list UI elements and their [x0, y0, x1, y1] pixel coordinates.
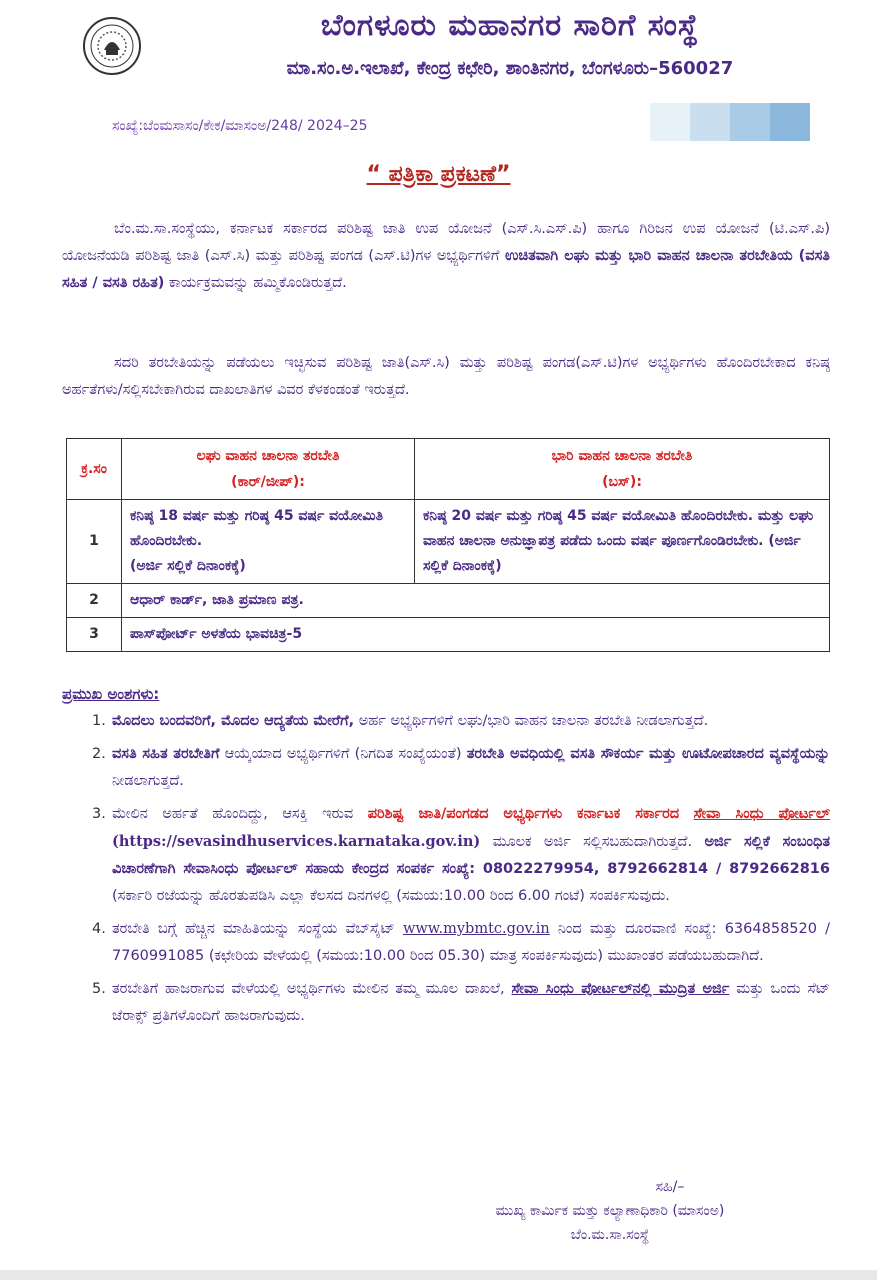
item-number: 3. [92, 806, 106, 822]
strip-swatch-2 [690, 103, 730, 141]
col-light-vehicle [122, 439, 415, 500]
point2-text: ನೀಡಲಾಗುತ್ತದೆ. [112, 773, 184, 789]
point2-bold: ವಸತಿ ಸಹಿತ ತರಬೇತಿಗೆ [112, 746, 220, 762]
signatory-org: ಬೆಂ.ಮ.ಸಾ.ಸಂಸ್ಥೆ [570, 1227, 650, 1243]
item-number: 4. [92, 921, 106, 937]
row-number: 2 [67, 584, 122, 618]
point5-bold: ಸೇವಾ ಸಿಂಧು ಪೋರ್ಟಲ್‌ನಲ್ಲಿ ಮುದ್ರಿತ ಅರ್ಜಿ [511, 981, 730, 997]
list-item [62, 741, 830, 795]
highlights-label: ಪ್ರಮುಖ ಅಂಶಗಳು: [62, 685, 160, 703]
list-item [62, 801, 830, 910]
highlights-list [62, 708, 830, 1036]
item-number: 5. [92, 981, 106, 997]
col-serial: ಕ್ರ.ಸಂ [67, 439, 122, 500]
point3-text-c: (ಸರ್ಕಾರಿ ರಜೆಯನ್ನು ಹೊರತುಪಡಿಸಿ ಎಲ್ಲಾ ಕೆಲಸದ ದಿನಗಳಲ್ಲಿ (ಸಮಯ:10.00 ರಿಂದ 6.00 ಗಂಟೆ) ಸಂಪರ್ಕಿಸುವುದು. [112, 888, 670, 904]
point3-red: ಪರಿಶಿಷ್ಟ ಜಾತಿ/ಪಂಗಡದ ಅಭ್ಯರ್ಥಿಗಳು ಕರ್ನಾಟಕ ಸರ್ಕಾರದ [367, 806, 680, 822]
row1-lmv-cell [122, 500, 415, 584]
table-row [67, 618, 830, 652]
point2-bold2: ತರಬೇತಿ ಅವಧಿಯಲ್ಲಿ ವಸತಿ ಸೌಕರ್ಯ ಮತ್ತು ಊಟೋಪಚಾರದ ವ್ಯವಸ್ಥೆಯನ್ನು [466, 746, 830, 762]
row1-hmv-cell [415, 500, 830, 584]
point4-text-a: ತರಬೇತಿ ಬಗ್ಗೆ ಹೆಚ್ಚಿನ ಮಾಹಿತಿಯನ್ನು ಸಂಸ್ಥೆಯ ವೆಬ್‌ಸೈಟ್ [112, 921, 403, 937]
sevasindhu-portal-link[interactable]: ಸೇವಾ ಸಿಂಧು ಪೋರ್ಟಲ್ [693, 806, 831, 822]
col-heavy-vehicle [415, 439, 830, 500]
reference-number: ಸಂಖ್ಯೆ:ಬೆಂಮಸಾಸಂ/ಕೇಕ/ಮಾಸಂಅ/248/ 2024–25 [112, 118, 368, 134]
col-hmv-sub: (ಬಸ್): [602, 474, 642, 490]
intro-paragraph-1 [62, 216, 830, 297]
signature-mark: ಸಹಿ/– [655, 1179, 685, 1195]
org-title: ಬೆಂಗಳೂರು ಮಹಾನಗರ ಸಾರಿಗೆ ಸಂಸ್ಥೆ [320, 8, 700, 43]
intro-p1-end: ಕಾರ್ಯಕ್ರಮವನ್ನು ಹಮ್ಮಿಕೊಂಡಿರುತ್ತದೆ. [164, 275, 347, 291]
press-heading [0, 162, 877, 187]
color-strip [650, 103, 810, 141]
strip-swatch-1 [650, 103, 690, 141]
point3-bold: ಅರ್ಜಿ ಸಲ್ಲಿಕೆ ಸಂಬಂಧಿತ ವಿಚಾರಣೆಗಾಗಿ ಸೇವಾಸಿಂಧು ಪೋರ್ಟಲ್ ಸಹಾಯ ಕೇಂದ್ರದ ಸಂಪರ್ಕ ಸಂಖ್ಯೆ: 08022279954, 8792662814 / 8792662816 [112, 834, 830, 877]
col-lmv-title: ಲಘು ವಾಹನ ಚಾಲನಾ ತರಬೇತಿ [196, 448, 340, 464]
sevasindhu-url-link[interactable]: (https://sevasindhuservices.karnataka.gov.in) [112, 833, 481, 850]
row1-hmv-text: ಕನಿಷ್ಠ 20 ವರ್ಷ ಮತ್ತು ಗರಿಷ್ಠ 45 ವರ್ಷ ವಯೋಮಿತಿ ಹೊಂದಿರಬೇಕು. ಮತ್ತು ಲಘು ವಾಹನ ಚಾಲನಾ ಅನುಜ್ಞಾಪತ್ರ ಪಡೆದು ಒಂದು ವರ್ಷ ಪೂರ್ಣಗೊಂಡಿರಬೇಕು. [423, 508, 814, 549]
point1-bold: ಮೊದಲು ಬಂದವರಿಗೆ, ಮೊದಲ ಆದ್ಯತೆಯ ಮೇರೆಗೆ, [112, 713, 355, 729]
list-item [62, 976, 830, 1030]
list-item [62, 916, 830, 970]
point2-mid: ಆಯ್ಕೆಯಾದ ಅಭ್ಯರ್ಥಿಗಳಿಗೆ (ನಿಗದಿತ ಸಂಖ್ಯೆಯಂತೆ) [219, 746, 467, 762]
row1-hmv-note: (ಅರ್ಜಿ ಸಲ್ಲಿಕೆ ದಿನಾಂಕಕ್ಕೆ) [423, 533, 801, 574]
row2-text: ಆಧಾರ್ ಕಾರ್ಡ್, ಜಾತಿ ಪ್ರಮಾಣ ಪತ್ರ. [122, 584, 830, 618]
item-number: 1. [92, 713, 106, 729]
signatory-title: ಮುಖ್ಯ ಕಾರ್ಮಿಕ ಮತ್ತು ಕಲ್ಯಾಣಾಧಿಕಾರಿ (ಮಾಸಂಅ) [495, 1203, 725, 1219]
mybmtc-website-link[interactable]: www.mybmtc.gov.in [402, 921, 550, 937]
row3-text: ಪಾಸ್‌ಪೋರ್ಟ್ ಅಳತೆಯ ಭಾವಚಿತ್ರ-5 [122, 618, 830, 652]
bmtc-emblem-icon [82, 16, 142, 76]
point5-text-b: ಮತ್ತು ಒಂದು ಸೆಟ್ ಜೆರಾಕ್ಸ್ ಪ್ರತಿಗಳೊಂದಿಗೆ ಹಾಜರಾಗುವುದು. [112, 981, 831, 1024]
col-hmv-title: ಭಾರಿ ವಾಹನ ಚಾಲನಾ ತರಬೇತಿ [551, 448, 693, 464]
intro-p2-text: ಸದರಿ ತರಬೇತಿಯನ್ನು ಪಡೆಯಲು ಇಚ್ಛಿಸುವ ಪರಿಶಿಷ್ಟ ಜಾತಿ(ಎಸ್.ಸಿ) ಮತ್ತು ಪರಿಶಿಷ್ಟ ಪಂಗಡ(ಎಸ್.ಟಿ)ಗಳ ಅಭ್ಯರ್ಥಿಗಳು ಹೊಂದಿರಬೇಕಾದ ಕನಿಷ್ಠ ಅರ್ಹತೆಗಳು/ಸಲ್ಲಿಸಬೇಕಾಗಿರುವ ದಾಖಲಾತಿಗಳ ವಿವರ ಕೆಳಕಂಡಂತೆ ಇರುತ್ತದೆ. [62, 355, 830, 398]
table-row [67, 584, 830, 618]
page-bottom-edge [0, 1270, 877, 1280]
intro-p1-text: ಬೆಂ.ಮ.ಸಾ.ಸಂಸ್ಥೆಯು, ಕರ್ನಾಟಕ ಸರ್ಕಾರದ ಪರಿಶಿಷ್ಟ ಜಾತಿ ಉಪ ಯೋಜನೆ (ಎಸ್.ಸಿ.ಎಸ್.ಪಿ) ಹಾಗೂ ಗಿರಿಜನ ಉಪ ಯೋಜನೆ (ಟಿ.ಎಸ್.ಪಿ) ಯೋಜನೆಯಡಿ ಪರಿಶಿಷ್ಟ ಜಾತಿ (ಎಸ್.ಸಿ) ಮತ್ತು ಪರಿಶಿಷ್ಟ ಪಂಗಡ (ಎಸ್.ಟಿ)ಗಳ ಅಭ್ಯರ್ಥಿಗಳಿಗೆ [62, 221, 830, 264]
point3-text-a: ಮೇಲಿನ ಅರ್ಹತೆ ಹೊಂದಿದ್ದು, ಆಸಕ್ತಿ ಇರುವ [112, 806, 368, 822]
strip-swatch-4 [770, 103, 810, 141]
point3-text-b: ಮೂಲಕ ಅರ್ಜಿ ಸಲ್ಲಿಸಬಹುದಾಗಿರುತ್ತದೆ. [480, 834, 705, 850]
row-number: 1 [67, 500, 122, 584]
org-address: ಮಾ.ಸಂ.ಅ.ಇಲಾಖೆ, ಕೇಂದ್ರ ಕಛೇರಿ, ಶಾಂತಿನಗರ, ಬೆಂಗಳೂರು–560027 [286, 58, 734, 79]
row1-lmv-note: (ಅರ್ಜಿ ಸಲ್ಲಿಕೆ ದಿನಾಂಕಕ್ಕೆ) [130, 558, 246, 574]
table-header-row [67, 439, 830, 500]
point5-text-a: ತರಬೇತಿಗೆ ಹಾಜರಾಗುವ ವೇಳೆಯಲ್ಲಿ ಅಭ್ಯರ್ಥಿಗಳು ಮೇಲಿನ ತಮ್ಮ ಮೂಲ ದಾಖಲೆ, [112, 981, 512, 997]
row-number: 3 [67, 618, 122, 652]
row1-lmv-text: ಕನಿಷ್ಠ 18 ವರ್ಷ ಮತ್ತು ಗರಿಷ್ಠ 45 ವರ್ಷ ವಯೋಮಿತಿ ಹೊಂದಿರಬೇಕು. [130, 508, 384, 549]
point1-text: ಅರ್ಹ ಅಭ್ಯರ್ಥಿಗಳಿಗೆ ಲಘು/ಭಾರಿ ವಾಹನ ಚಾಲನಾ ತರಬೇತಿ ನೀಡಲಾಗುತ್ತದೆ. [354, 713, 709, 729]
eligibility-table [66, 438, 830, 652]
press-heading-text: “ ಪತ್ರಿಕಾ ಪ್ರಕಟಣೆ” [366, 162, 511, 187]
col-lmv-sub: (ಕಾರ್/ಜೀಪ್): [231, 474, 305, 490]
point4-text-b: ನಿಂದ ಮತ್ತು ದೂರವಾಣಿ ಸಂಖ್ಯೆ: 6364858520 / 7760991085 (ಕಛೇರಿಯ ವೇಳೆಯಲ್ಲಿ (ಸಮಯ:10.00 ರಿಂದ 05.30) ಮಾತ್ರ ಸಂಪರ್ಕಿಸುವುದು) ಮುಖಾಂತರ ಪಡೆಯಬಹುದಾಗಿದೆ. [112, 921, 830, 964]
list-item [62, 708, 830, 735]
table-row [67, 500, 830, 584]
strip-swatch-3 [730, 103, 770, 141]
intro-p1-bold: ಉಚಿತವಾಗಿ ಲಘು ಮತ್ತು ಭಾರಿ ವಾಹನ ಚಾಲನಾ ತರಬೇತಿಯ (ವಸತಿ ಸಹಿತ / ವಸತಿ ರಹಿತ) [62, 248, 830, 291]
item-number: 2. [92, 746, 106, 762]
intro-paragraph-2 [62, 350, 830, 404]
signature-block [400, 1175, 820, 1247]
